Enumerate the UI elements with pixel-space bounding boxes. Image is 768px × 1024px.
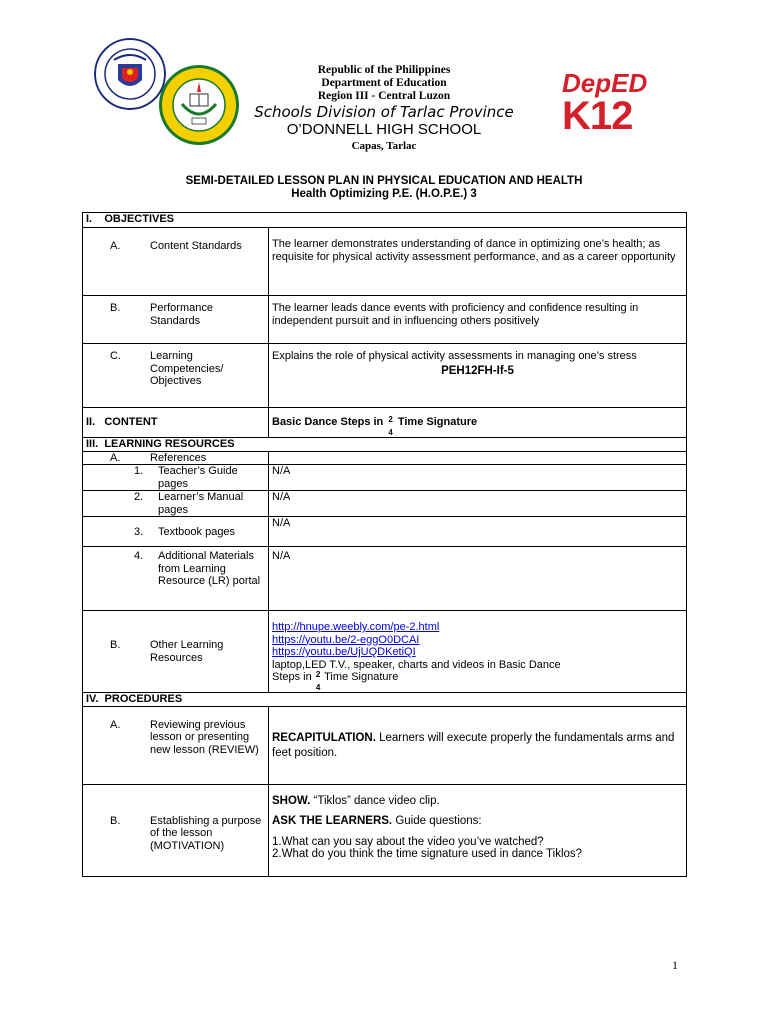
materials-text-2 bbox=[272, 671, 683, 692]
k12-logo-top: DepED bbox=[562, 68, 648, 98]
motivation-label: Establishing a purpose of the lesson (MOTIVATION) bbox=[150, 814, 262, 852]
procedures-header-row bbox=[83, 693, 687, 707]
materials-text-prefix: Steps in bbox=[272, 671, 312, 683]
learners-manual-value: N/A bbox=[269, 491, 687, 517]
other-resources-row bbox=[83, 611, 687, 693]
textbook-value: N/A bbox=[269, 517, 687, 547]
plan-title: SEMI-DETAILED LESSON PLAN IN PHYSICAL EDUCATION AND HEALTH bbox=[185, 175, 583, 187]
resource-link-3[interactable]: https://youtu.be/UjUQDKetiQI bbox=[272, 646, 416, 658]
plan-subtitle: Health Optimizing P.E. (H.O.P.E.) 3 bbox=[291, 188, 477, 200]
additional-materials-row bbox=[83, 547, 687, 611]
page-number: 1 bbox=[672, 958, 678, 972]
performance-standards-text: The learner leads dance events with proficiency and confidence resulting in independent pursuit and in influencing others positively bbox=[269, 296, 687, 344]
header-region: Region III - Central Luzon bbox=[317, 90, 451, 102]
learners-manual-row bbox=[83, 491, 687, 517]
textbook-label: Textbook pages bbox=[158, 526, 236, 538]
num: 1. bbox=[134, 465, 144, 477]
letterhead bbox=[0, 0, 768, 160]
num: C. bbox=[110, 350, 121, 362]
learners-manual-label: Learner’s Manual pages bbox=[158, 491, 244, 516]
num: B. bbox=[110, 302, 121, 314]
additional-materials-value: N/A bbox=[269, 547, 687, 611]
resources-header-row bbox=[83, 438, 687, 452]
resources-heading: III. LEARNING RESOURCES bbox=[83, 438, 687, 452]
references-row bbox=[83, 451, 687, 465]
teachers-guide-label: Teacher’s Guide pages bbox=[158, 465, 238, 490]
header-school: O’DONNELL HIGH SCHOOL bbox=[286, 121, 482, 138]
competencies-text: Explains the role of physical activity assessments in managing one’s stress bbox=[272, 350, 637, 362]
num: 2. bbox=[134, 491, 144, 503]
other-resources-label: Other Learning Resources bbox=[150, 639, 224, 664]
references-label: References bbox=[150, 451, 207, 464]
review-row bbox=[83, 706, 687, 784]
num: A. bbox=[110, 718, 121, 731]
materials-text-suffix: Time Signature bbox=[324, 671, 399, 683]
content-standards-label: Content Standards bbox=[150, 240, 242, 252]
num: B. bbox=[110, 639, 121, 651]
motivation-row bbox=[83, 784, 687, 876]
frac-denominator: 4 bbox=[388, 428, 393, 437]
objectives-header-row bbox=[83, 213, 687, 228]
ask-bold: ASK THE LEARNERS. bbox=[272, 815, 393, 827]
teachers-guide-value: N/A bbox=[269, 465, 687, 491]
header-republic: Republic of the Philippines bbox=[317, 64, 451, 76]
resource-link-1[interactable]: http://hnupe.weebly.com/pe-2.html bbox=[272, 621, 440, 633]
resource-link-2[interactable]: https://youtu.be/2-eggO0DCAI bbox=[272, 633, 420, 646]
num: 4. bbox=[134, 550, 144, 562]
procedures-heading: IV. PROCEDURES bbox=[83, 693, 687, 707]
frac-numerator: 2 bbox=[388, 415, 393, 424]
frac-denominator: 4 bbox=[315, 683, 321, 692]
competencies-label: Learning Competencies/ Objectives bbox=[150, 350, 224, 387]
competencies-row bbox=[83, 344, 687, 408]
k12-logo-bottom: K12 bbox=[562, 94, 633, 138]
content-heading: II. CONTENT bbox=[83, 408, 269, 438]
content-topic bbox=[269, 408, 687, 438]
review-text: Learners will execute properly the fundamentals arms and feet position. bbox=[272, 731, 675, 759]
num: B. bbox=[110, 814, 121, 827]
review-bold: RECAPITULATION. bbox=[272, 731, 376, 744]
materials-text: laptop,LED T.V., speaker, charts and videos in Basic Dance bbox=[272, 658, 561, 671]
content-standards-text: The learner demonstrates understanding of dance in optimizing one’s health; as requisite for physical activity assessment performance, and as a career opportunity bbox=[269, 228, 687, 296]
content-standards-row bbox=[83, 228, 687, 296]
content-topic-suffix: Time Signature bbox=[397, 416, 478, 428]
content-topic-text: Basic Dance Steps in bbox=[272, 416, 384, 428]
frac-numerator: 2 bbox=[315, 670, 321, 679]
teachers-guide-row bbox=[83, 465, 687, 491]
show-text: “Tiklos” dance video clip. bbox=[310, 794, 440, 807]
content-row bbox=[83, 408, 687, 438]
objectives-heading: I. OBJECTIVES bbox=[83, 213, 687, 228]
performance-standards-label: Performance Standards bbox=[150, 302, 213, 327]
guide-question-2: 2.What do you think the time signature used in dance Tiklos? bbox=[272, 848, 583, 860]
textbook-row bbox=[83, 517, 687, 547]
header-division: Schools Division of Tarlac Province bbox=[254, 103, 514, 121]
header-location: Capas, Tarlac bbox=[351, 140, 417, 152]
additional-materials-label: Additional Materials from Learning Resource (LR) portal bbox=[158, 550, 261, 587]
ask-text: Guide questions: bbox=[392, 815, 482, 827]
performance-standards-row bbox=[83, 296, 687, 344]
lesson-plan-table bbox=[82, 212, 687, 877]
num: 3. bbox=[134, 526, 144, 538]
num: A. bbox=[110, 451, 121, 464]
guide-question-1: 1.What can you say about the video you’ve watched? bbox=[272, 835, 544, 848]
review-label: Reviewing previous lesson or presenting new lesson (REVIEW) bbox=[150, 718, 259, 756]
header-department: Department of Education bbox=[321, 77, 447, 89]
competency-code: PEH12FH-If-5 bbox=[441, 364, 514, 377]
show-bold: SHOW. bbox=[272, 794, 311, 807]
num: A. bbox=[110, 240, 121, 252]
